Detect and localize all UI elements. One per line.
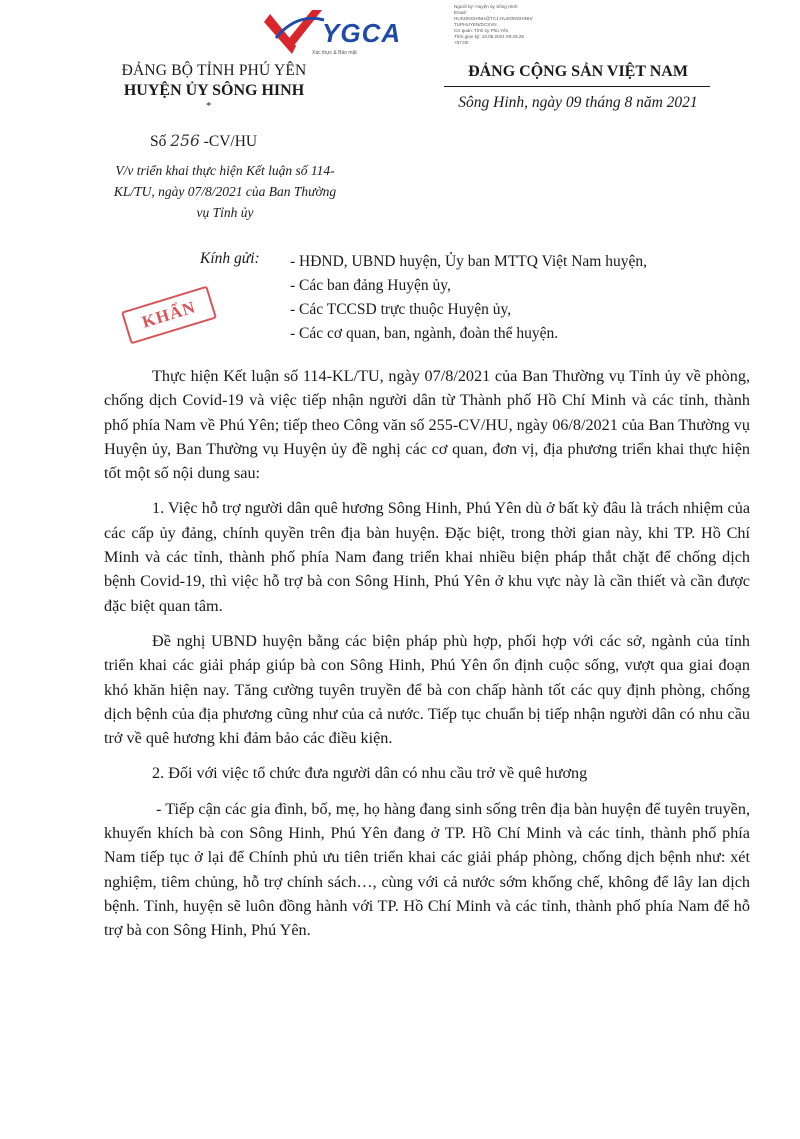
- recipient-item: - Các ban đảng Huyện ủy,: [290, 277, 451, 294]
- document-subject: V/v triển khai thực hiện Kết luận số 114-KL/TU, ngày 07/8/2021 của Ban Thường vụ Tỉnh ủy: [113, 163, 337, 220]
- body-paragraph: 2. Đối với việc tổ chức đưa người dân có nhu cầu trở về quê hương: [152, 764, 588, 783]
- logo-tagline: Xác thực & Bảo mật: [312, 50, 357, 56]
- number-prefix: Số: [150, 133, 167, 150]
- document-number: [150, 132, 310, 151]
- org-name: HUYỆN ỦY SÔNG HINH: [123, 82, 305, 99]
- urgent-stamp: KHẨN: [121, 286, 217, 345]
- org-star: *: [206, 100, 212, 112]
- body-paragraph: - Tiếp cận các gia đình, bố, mẹ, họ hàng đang sinh sống trên địa bàn huyện để tuyên truyền, khuyến khích bà con Sông Hinh, Phú Yên đang ở TP. Hồ Chí Minh và các tỉnh, thành phố phía Nam tiếp tục ở lại để Chính phủ ưu tiên triển khai các giải pháp phòng, chống dịch bệnh như: xét nghiệm, tiêm chủng, hỗ trợ chính sách…, cùng với cả nước sớm khống chế, không để lây lan dịch bệnh. Tỉnh, huyện sẽ luôn đồng hành với TP. Hồ Chí Minh và các tỉnh, thành phố phía Nam để hỗ trợ bà con Sông Hinh, Phú Yên.: [104, 799, 750, 940]
- title-underline: [444, 86, 710, 87]
- signature-line: Thời gian ký: 10.08.2021 09:29:25: [454, 34, 524, 39]
- digital-signature-info: [454, 4, 544, 46]
- document-date: Sông Hinh, ngày 09 tháng 8 năm 2021: [458, 94, 698, 111]
- signature-line: +07:00: [454, 40, 469, 45]
- party-title: ĐẢNG CỘNG SẢN VIỆT NAM: [468, 63, 688, 80]
- recipient-item: - HĐND, UBND huyện, Ủy ban MTTQ Việt Nam huyện,: [290, 253, 647, 270]
- recipient-list: [290, 250, 770, 346]
- signature-line: Người ký: Huyện ủy Sông Hinh: [454, 4, 518, 9]
- recipient-item: - Các TCCSD trực thuộc Huyện ủy,: [290, 301, 512, 318]
- document-body: [104, 364, 750, 954]
- number-handwritten: 256: [170, 132, 200, 150]
- org-parent-name: ĐẢNG BỘ TỈNH PHÚ YÊN: [121, 62, 307, 79]
- body-paragraph: 1. Việc hỗ trợ người dân quê hương Sông Hinh, Phú Yên dù ở bất kỳ đâu là trách nhiệm của các cấp ủy đảng, chính quyền trên địa bàn huyện. Đặc biệt, trong thời gian này, khi TP. Hồ Chí Minh và các tỉnh, thành phố phía Nam đang triển khai nhiều biện pháp thắt chặt để chống dịch bệnh Covid-19, thì việc hỗ trợ bà con Sông Hinh, Phú Yên ở khu vực này là cần thiết và cần được đặc biệt quan tâm.: [104, 499, 750, 615]
- signature-line: HUSONGHINH@TC1.HUSONGHINH/: [454, 16, 533, 21]
- signature-line: Email:: [454, 10, 467, 15]
- logo-text: YGCA: [322, 18, 402, 48]
- signature-line: TUPHUYEN/DCSVN: [454, 22, 497, 27]
- body-paragraph: Đề nghị UBND huyện bằng các biện pháp phù hợp, phối hợp với các sở, ngành của tỉnh triển khai các giải pháp giúp bà con Sông Hinh, Phú Yên ổn định cuộc sống, vượt qua giai đoạn khó khăn hiện nay. Tăng cường tuyên truyền để bà con chấp hành tốt các quy định phòng, chống dịch bệnh của địa phương cũng như của cả nước. Tiếp tục chuẩn bị tiếp nhận người dân có nhu cầu trở về quê hương khi đảm bảo các điều kiện.: [104, 631, 750, 748]
- salutation-label: Kính gửi:: [200, 250, 260, 267]
- number-suffix: -CV/HU: [203, 133, 258, 150]
- body-paragraph: Thực hiện Kết luận số 114-KL/TU, ngày 07/8/2021 của Ban Thường vụ Tỉnh ủy về phòng, chống dịch Covid-19 và việc tiếp nhận người dân từ Thành phố Hồ Chí Minh và các tỉnh, thành phố phía Nam về Phú Yên; tiếp theo Công văn số 255-CV/HU, ngày 06/8/2021 của Ban Thường vụ Huyện ủy, Ban Thường vụ Huyện ủy đề nghị các cơ quan, đơn vị, địa phương triển khai thực hiện tốt một số nội dung sau:: [104, 367, 750, 483]
- signature-line: Cơ quan: Tỉnh ủy Phú Yên: [454, 28, 509, 33]
- recipient-item: - Các cơ quan, ban, ngành, đoàn thể huyện.: [290, 325, 559, 342]
